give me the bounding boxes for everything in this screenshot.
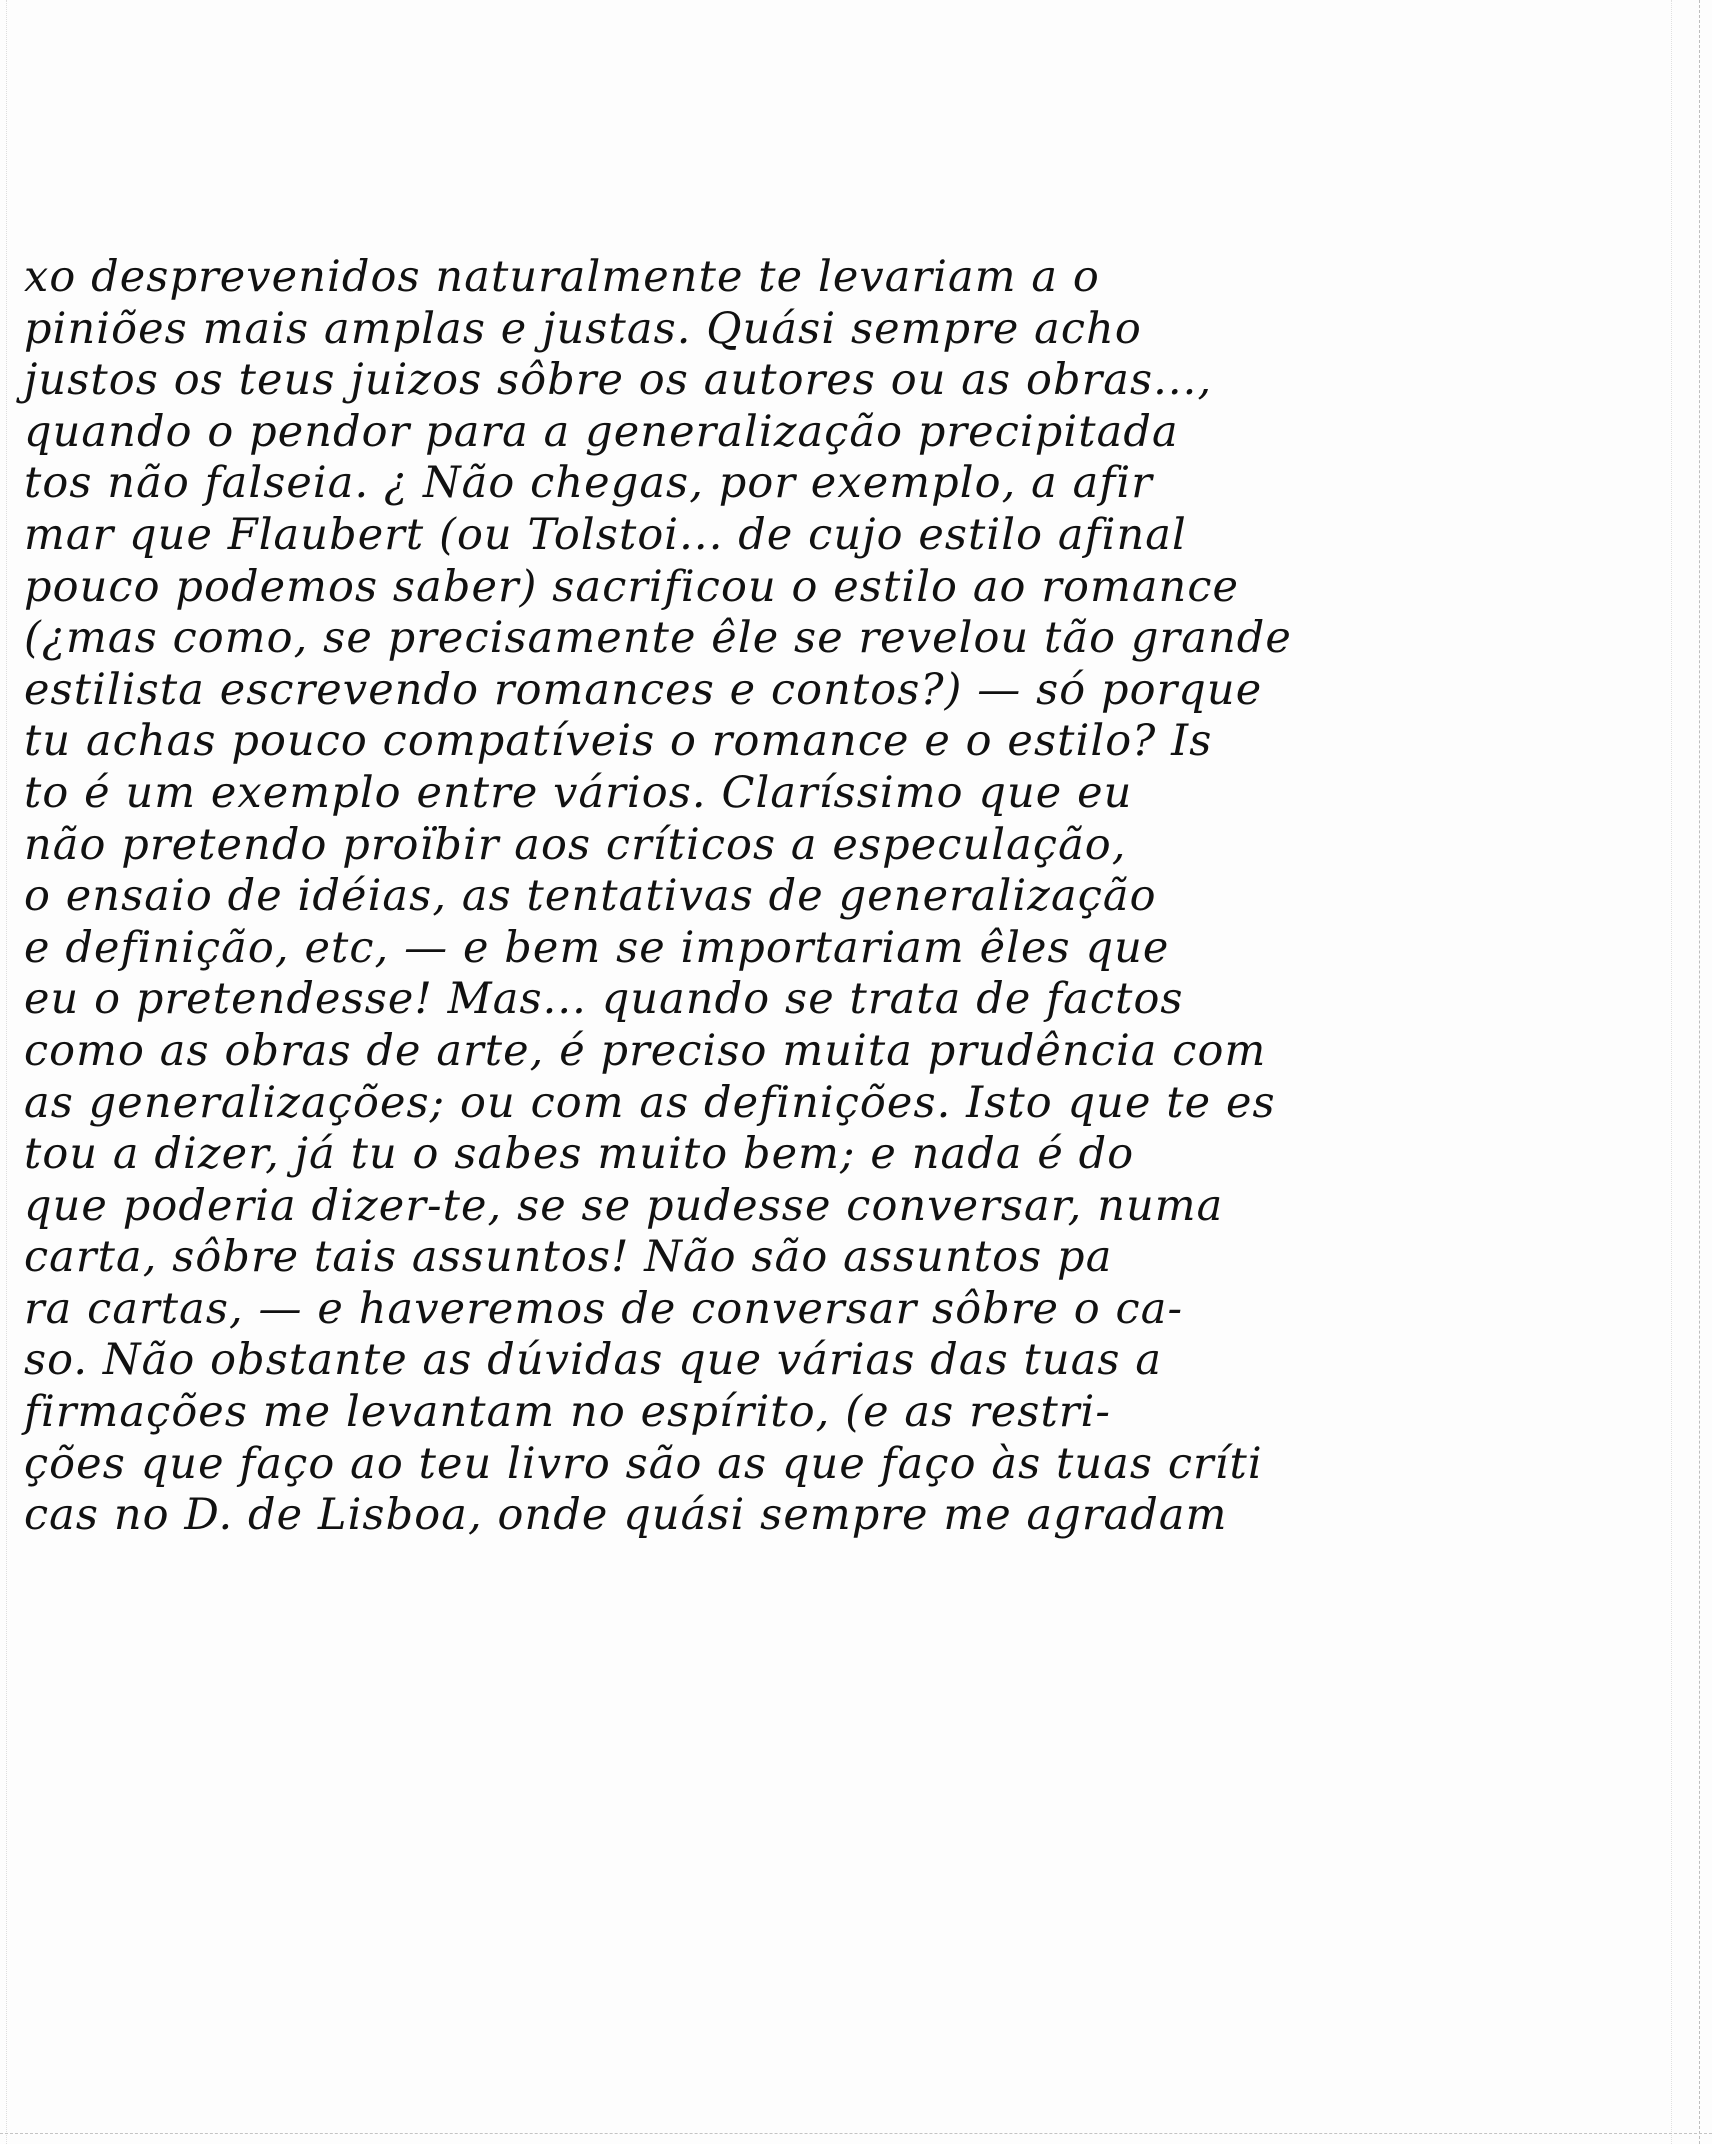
letter-line: so. Não obstante as dúvidas que várias das tuas a	[24, 1335, 1163, 1386]
letter-line: ra cartas, — e haveremos de conversar sôbre o ca-	[24, 1283, 1184, 1334]
letter-line: piniões mais amplas e justas. Quási sempre acho	[24, 303, 1142, 354]
letter-line: justos os teus juizos sôbre os autores ou as obras...,	[24, 355, 1213, 406]
letter-line: xo desprevenidos naturalmente te levariam a o	[24, 252, 1100, 302]
letter-line: estilista escrevendo romances e contos?) — só porque	[24, 664, 1263, 715]
letter-line: que poderia dizer-te, se se pudesse conversar, numa	[24, 1180, 1224, 1231]
scan-margin-left	[6, 0, 8, 2144]
letter-line: cas no D. de Lisboa, onde quási sempre me agradam	[24, 1490, 1228, 1541]
scan-margin-right	[1698, 0, 1700, 2144]
letter-line: ções que faço ao teu livro são as que faço às tuas críti	[24, 1438, 1263, 1489]
letter-line: quando o pendor para a generalização precipitada	[24, 406, 1179, 457]
letter-line: tu achas pouco compatíveis o romance e o estilo? Is	[24, 716, 1213, 767]
letter-body	[24, 252, 1696, 1542]
letter-line: as generalizações; ou com as definições. Isto que te es	[24, 1077, 1276, 1128]
letter-line: e definição, etc, — e bem se importariam êles que	[24, 922, 1170, 973]
letter-line: eu o pretendesse! Mas... quando se trata de factos	[24, 974, 1184, 1025]
letter-line: carta, sôbre tais assuntos! Não são assuntos pa	[24, 1232, 1113, 1283]
letter-line: (¿mas como, se precisamente êle se revelou tão grande	[24, 613, 1292, 664]
letter-line: firmações me levantam no espírito, (e as restri-	[24, 1387, 1111, 1438]
letter-line: como as obras de arte, é preciso muita prudência com	[24, 1025, 1267, 1076]
letter-line: to é um exemplo entre vários. Claríssimo que eu	[24, 767, 1133, 818]
letter-line: pouco podemos saber) sacrificou o estilo ao romance	[24, 561, 1240, 612]
letter-line: não pretendo proïbir aos críticos a especulação,	[24, 819, 1127, 870]
letter-line: tos não falseia. ¿ Não chegas, por exemplo, a afir	[24, 458, 1153, 509]
scan-margin-bottom	[0, 2132, 1712, 2134]
letter-line: o ensaio de idéias, as tentativas de generalização	[24, 871, 1157, 922]
letter-line: tou a dizer, já tu o sabes muito bem; e nada é do	[24, 1129, 1135, 1180]
letter-line: mar que Flaubert (ou Tolstoi... de cujo estilo afinal	[24, 509, 1187, 560]
